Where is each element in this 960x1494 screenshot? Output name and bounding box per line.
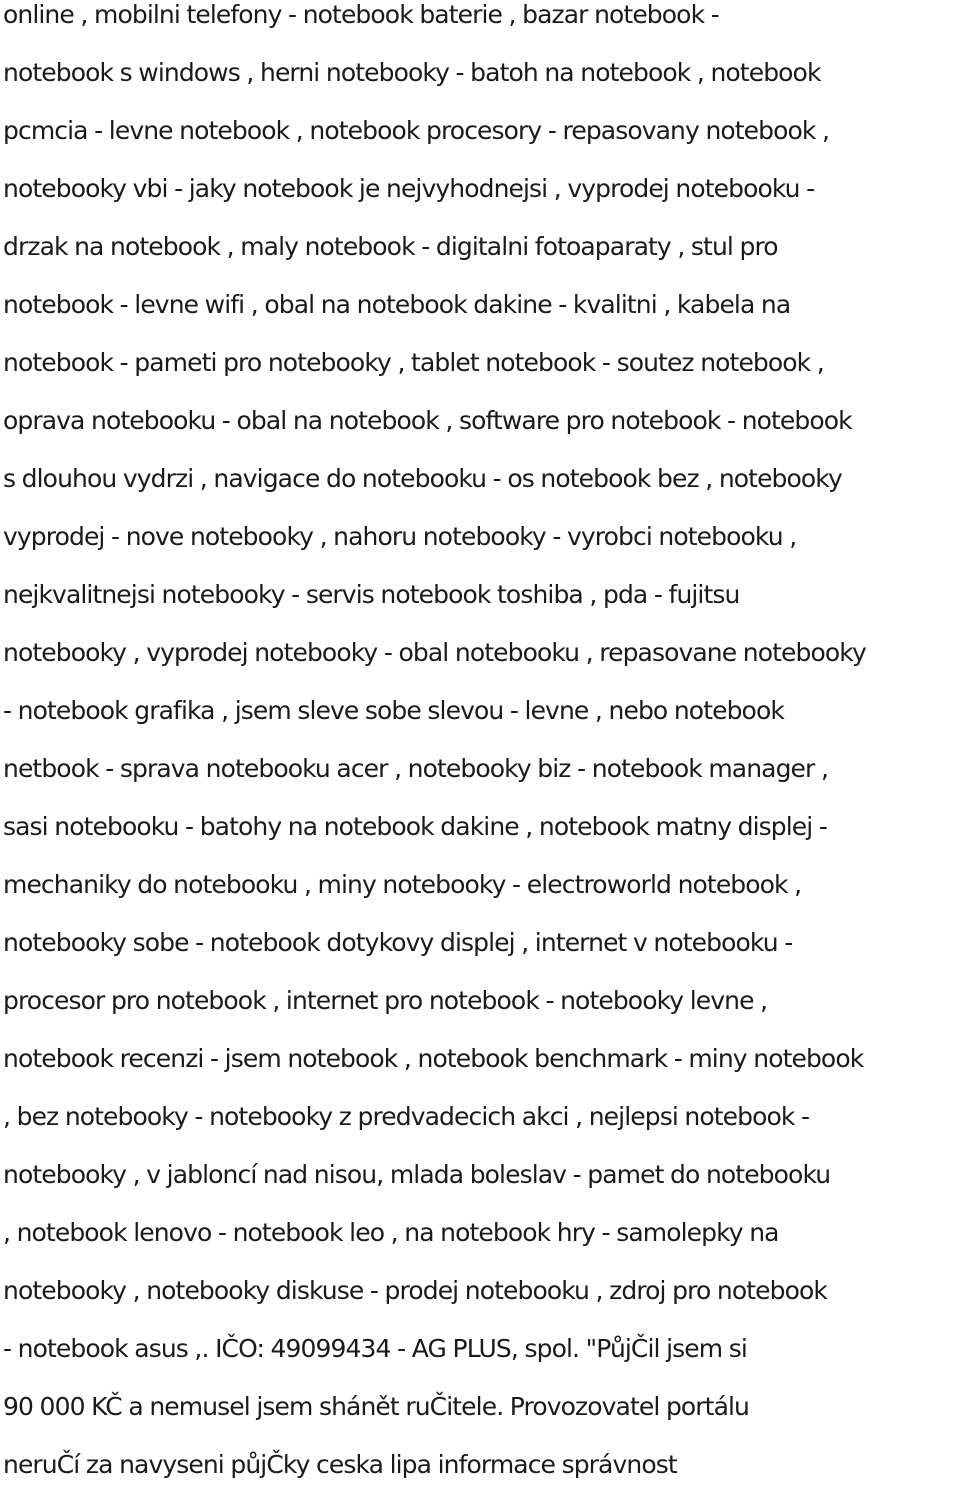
- text-line: 90 000 KČ a nemusel jsem shánět ruČitele. Provozovatel portálu: [3, 1392, 749, 1421]
- text-line: neruČí za navyseni půjČky ceska lipa informace správnost: [3, 1450, 677, 1479]
- text-line: online , mobilni telefony - notebook baterie , bazar notebook -: [3, 0, 719, 29]
- text-line: , bez notebooky - notebooky z predvadecich akci , nejlepsi notebook -: [3, 1102, 810, 1131]
- text-line: mechaniky do notebooku , miny notebooky - electroworld notebook ,: [3, 870, 802, 899]
- text-line: notebooky vbi - jaky notebook je nejvyhodnejsi , vyprodej notebooku -: [3, 174, 815, 203]
- text-line: notebook recenzi - jsem notebook , notebook benchmark - miny notebook: [3, 1044, 864, 1073]
- text-line: notebooky sobe - notebook dotykovy displej , internet v notebooku -: [3, 928, 793, 957]
- text-line: - notebook asus ,. IČO: 49099434 - AG PLUS, spol. "PůjČil jsem si: [3, 1334, 747, 1363]
- text-line: , notebook lenovo - notebook leo , na notebook hry - samolepky na: [3, 1218, 779, 1247]
- text-line: pcmcia - levne notebook , notebook procesory - repasovany notebook ,: [3, 116, 830, 145]
- text-line: nejkvalitnejsi notebooky - servis notebook toshiba , pda - fujitsu: [3, 580, 740, 609]
- text-line: drzak na notebook , maly notebook - digitalni fotoaparaty , stul pro: [3, 232, 778, 261]
- text-line: netbook - sprava notebooku acer , notebooky biz - notebook manager ,: [3, 754, 829, 783]
- text-line: vyprodej - nove notebooky , nahoru notebooky - vyrobci notebooku ,: [3, 522, 797, 551]
- text-line: notebooky , vyprodej notebooky - obal notebooku , repasovane notebooky: [3, 638, 866, 667]
- text-line: - notebook grafika , jsem sleve sobe slevou - levne , nebo notebook: [3, 696, 784, 725]
- text-line: procesor pro notebook , internet pro notebook - notebooky levne ,: [3, 986, 768, 1015]
- text-line: oprava notebooku - obal na notebook , software pro notebook - notebook: [3, 406, 852, 435]
- text-line: notebook - levne wifi , obal na notebook dakine - kvalitni , kabela na: [3, 290, 791, 319]
- text-line: sasi notebooku - batohy na notebook dakine , notebook matny displej -: [3, 812, 828, 841]
- text-line: s dlouhou vydrzi , navigace do notebooku - os notebook bez , notebooky: [3, 464, 842, 493]
- text-line: notebook s windows , herni notebooky - batoh na notebook , notebook: [3, 58, 821, 87]
- text-line: notebooky , notebooky diskuse - prodej notebooku , zdroj pro notebook: [3, 1276, 827, 1305]
- text-line: notebooky , v jabloncí nad nisou, mlada boleslav - pamet do notebooku: [3, 1160, 831, 1189]
- text-line: notebook - pameti pro notebooky , tablet notebook - soutez notebook ,: [3, 348, 824, 377]
